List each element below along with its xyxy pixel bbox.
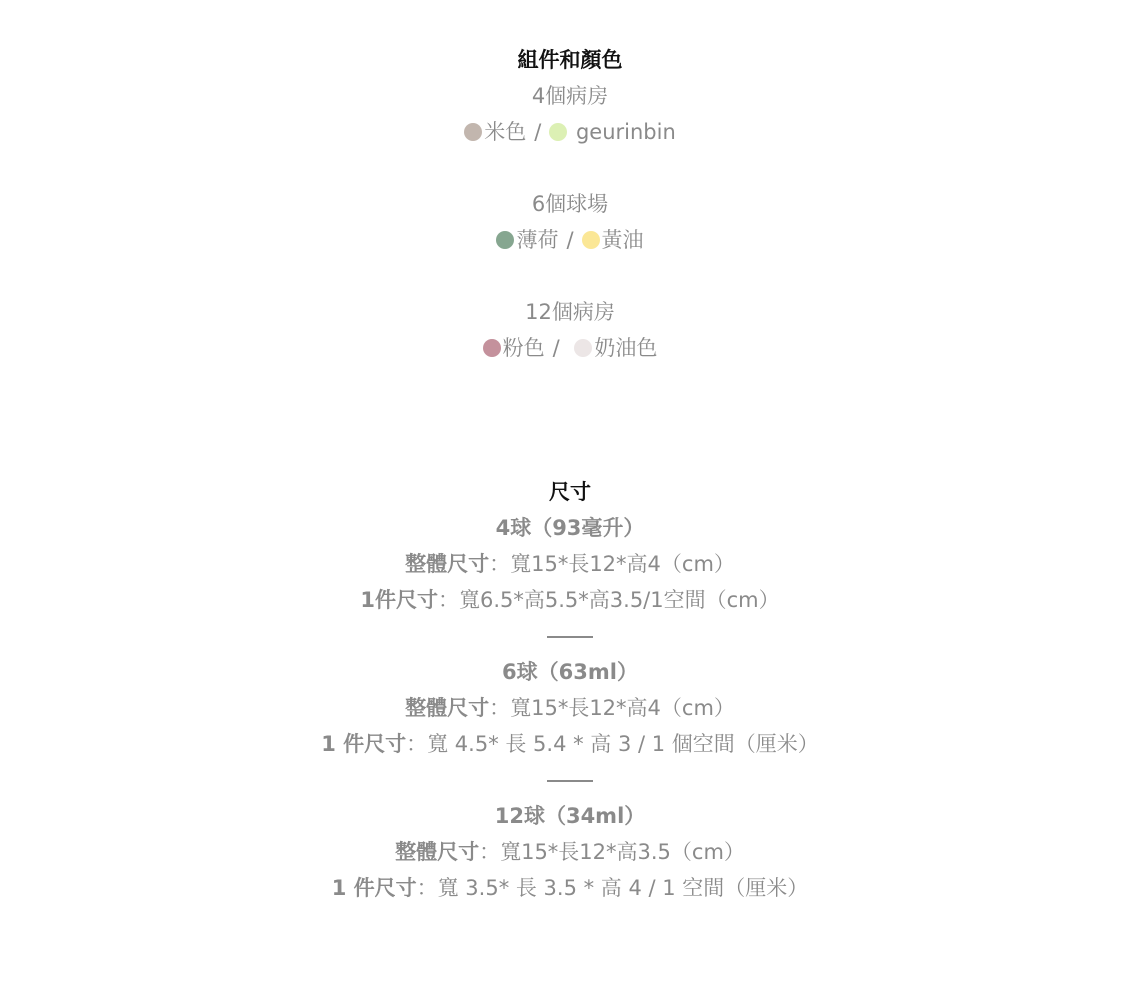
piece-size xyxy=(0,726,1140,762)
piece-size xyxy=(0,870,1140,906)
size-heading: 6球（63ml） xyxy=(502,660,638,684)
separator: / xyxy=(552,336,560,360)
separator: / xyxy=(566,228,574,252)
divider xyxy=(0,618,1140,654)
overall-size xyxy=(0,834,1140,870)
group-name: 12個病房 xyxy=(525,300,615,324)
color-label: 黃油 xyxy=(601,228,644,252)
size-item xyxy=(0,798,1140,906)
color-swatch-cream xyxy=(574,339,592,357)
piece-size xyxy=(0,582,1140,618)
color-swatch-mint xyxy=(496,231,514,249)
color-label: 米色 xyxy=(484,120,527,144)
overall-label: 整體尺寸 xyxy=(405,552,490,576)
piece-label: 1 件尺寸 xyxy=(331,876,417,900)
piece-value: ：寬6.5*高5.5*高3.5/1空間（cm） xyxy=(437,588,780,612)
size-heading: 12球（34ml） xyxy=(494,804,646,828)
color-group xyxy=(0,294,1140,366)
colors-title: 組件和顏色 xyxy=(517,48,623,72)
overall-value: ：寬15*長12*高4（cm） xyxy=(489,696,735,720)
size-title: 尺寸 xyxy=(549,480,591,504)
overall-label: 整體尺寸 xyxy=(405,696,490,720)
group-name: 6個球場 xyxy=(531,192,609,216)
size-section xyxy=(0,474,1140,906)
color-group xyxy=(0,78,1140,150)
size-item xyxy=(0,654,1140,762)
divider xyxy=(0,762,1140,798)
color-swatch-butter xyxy=(582,231,600,249)
overall-value: ：寬15*長12*高3.5（cm） xyxy=(479,840,745,864)
piece-label: 1 件尺寸 xyxy=(321,732,407,756)
color-label: 粉色 xyxy=(502,336,545,360)
color-label: geurinbin xyxy=(575,120,676,144)
group-name: 4個病房 xyxy=(531,84,609,108)
divider-line xyxy=(547,780,593,782)
colors-section xyxy=(0,42,1140,366)
color-group xyxy=(0,186,1140,258)
piece-value: ：寬 4.5* 長 5.4 * 高 3 / 1 個空間（厘米） xyxy=(406,732,819,756)
size-heading: 4球（93毫升） xyxy=(495,516,645,540)
overall-value: ：寬15*長12*高4（cm） xyxy=(489,552,735,576)
color-swatch-green xyxy=(549,123,567,141)
color-options xyxy=(0,114,1140,150)
overall-size xyxy=(0,690,1140,726)
color-label: 薄荷 xyxy=(516,228,559,252)
color-swatch-beige xyxy=(464,123,482,141)
divider-line xyxy=(547,636,593,638)
color-label: 奶油色 xyxy=(594,336,658,360)
color-options xyxy=(0,222,1140,258)
piece-label: 1件尺寸 xyxy=(360,588,438,612)
piece-value: ：寬 3.5* 長 3.5 * 高 4 / 1 空間（厘米） xyxy=(416,876,809,900)
color-swatch-pink xyxy=(483,339,501,357)
overall-label: 整體尺寸 xyxy=(395,840,480,864)
overall-size xyxy=(0,546,1140,582)
separator: / xyxy=(534,120,542,144)
color-options xyxy=(0,330,1140,366)
size-item xyxy=(0,510,1140,618)
